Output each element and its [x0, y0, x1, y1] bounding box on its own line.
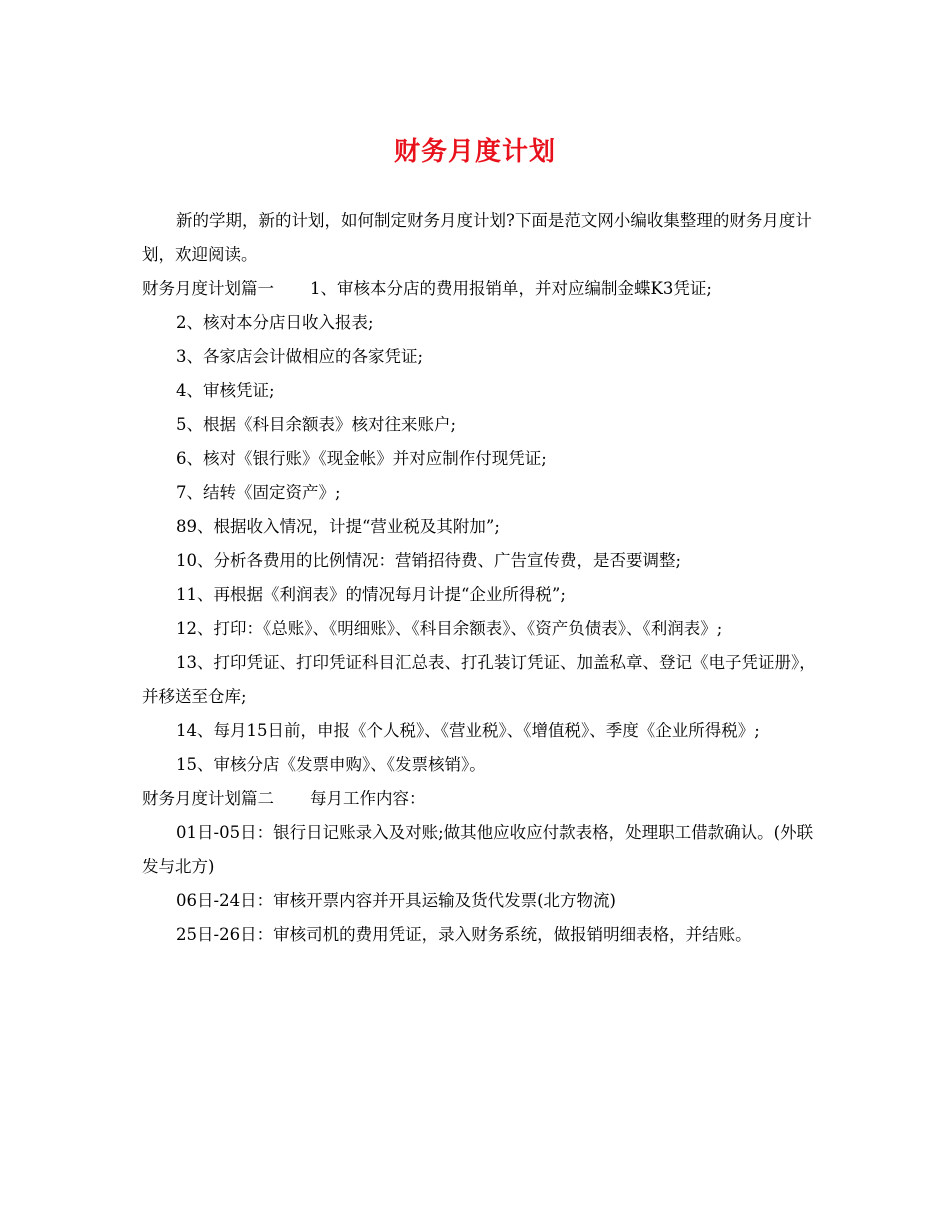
list-item: 5、根据《科目余额表》核对往来账户; — [176, 415, 457, 434]
list-item: 10、分析各费用的比例情况：营销招待费、广告宣传费，是否要调整; — [176, 551, 682, 570]
list-item: 4、审核凭证; — [176, 381, 275, 400]
list-item: 06日-24日：审核开票内容并开具运输及货代发票(北方物流) — [176, 891, 616, 910]
list-item: 14、每月15日前，申报《个人税》、《营业税》、《增值税》、季度《企业所得税》; — [176, 721, 760, 740]
list-item: 2、核对本分店日收入报表; — [176, 313, 374, 332]
list-item: 15、审核分店《发票申购》、《发票核销》。 — [176, 755, 486, 774]
section1-heading-line — [142, 272, 827, 306]
intro-paragraph: 新的学期，新的计划，如何制定财务月度计划?下面是范文网小编收集整理的财务月度计划，欢迎阅读。 — [142, 211, 812, 264]
list-item: 11、再根据《利润表》的情况每月计提“企业所得税”; — [176, 585, 566, 604]
list-item: 6、核对《银行账》《现金帐》并对应制作付现凭证; — [176, 449, 547, 468]
list-item: 01日-05日：银行日记账录入及对账;做其他应收应付款表格，处理职工借款确认。(外联发与北方) — [142, 823, 814, 876]
page-title: 财务月度计划 — [393, 137, 556, 167]
list-item: 13、打印凭证、打印凭证科目汇总表、打孔装订凭证、加盖私章、登记《电子凭证册》，并移送至仓库; — [142, 653, 816, 706]
document-body — [142, 204, 827, 952]
section1-heading: 财务月度计划篇一 — [142, 279, 274, 298]
list-item: 3、各家店会计做相应的各家凭证; — [176, 347, 424, 366]
section2-heading: 财务月度计划篇二 — [142, 789, 274, 808]
section1-first-item: 1、审核本分店的费用报销单，并对应编制金蝶K3凭证; — [310, 279, 712, 298]
section2-heading-line — [142, 782, 827, 816]
list-item: 25日-26日：审核司机的费用凭证，录入财务系统，做报销明细表格，并结账。 — [176, 925, 752, 944]
list-item: 89、根据收入情况，计提“营业税及其附加”; — [176, 517, 500, 536]
list-item: 7、结转《固定资产》; — [176, 483, 341, 502]
section2-first-item: 每月工作内容： — [310, 789, 426, 808]
list-item: 12、打印：《总账》、《明细账》、《科目余额表》、《资产负债表》、《利润表》; — [176, 619, 723, 638]
